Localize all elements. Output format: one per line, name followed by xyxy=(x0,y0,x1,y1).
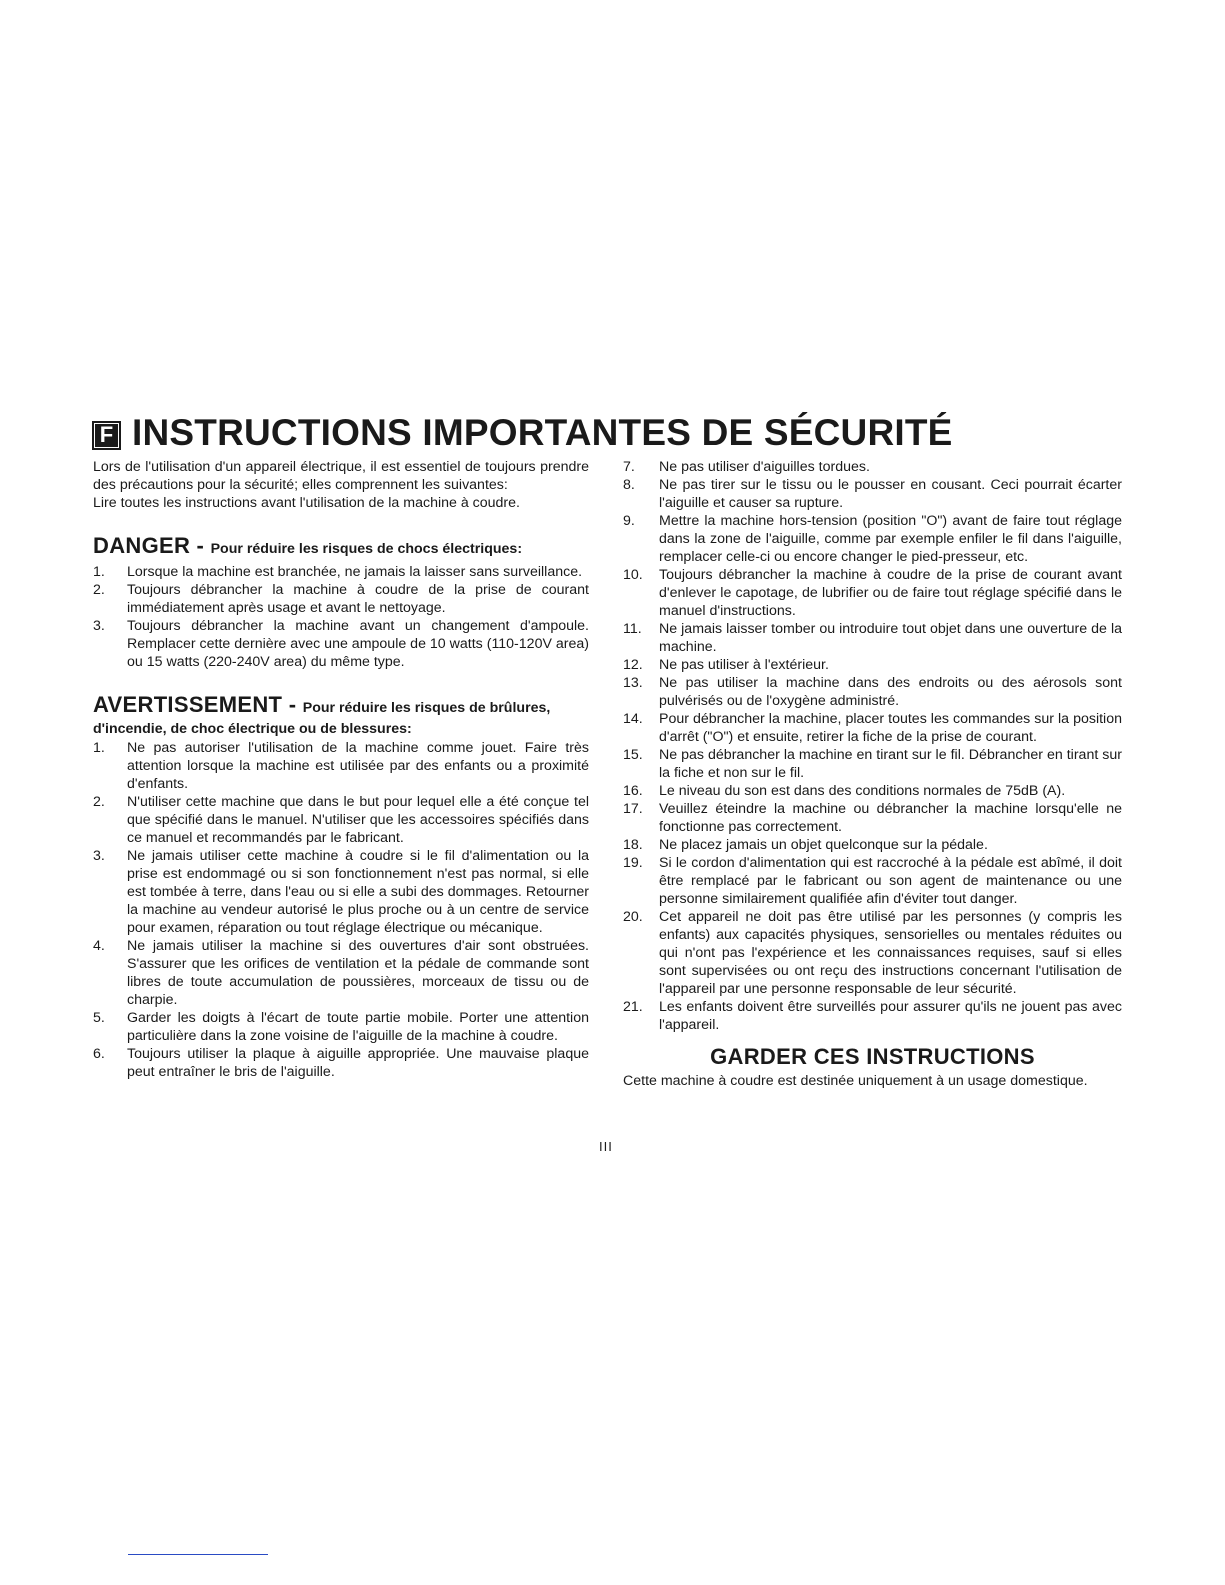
item-number: 5. xyxy=(93,1010,105,1026)
warning-subtitle: Pour réduire les risques de brûlures, xyxy=(302,700,551,716)
warning-heading xyxy=(93,693,589,720)
warning-subtitle-continued: d'incendie, de choc électrique ou de blessures: xyxy=(93,721,412,737)
item-number: 1. xyxy=(93,564,105,580)
item-text: Les enfants doivent être surveillés pour assurer qu'ils ne jouent pas avec l'appareil. xyxy=(659,999,1122,1033)
item-text: Toujours débrancher la machine à coudre de la prise de courant immédiatement après usage et avant le nettoyage. xyxy=(127,582,589,616)
list-item xyxy=(93,1045,589,1081)
list-item xyxy=(623,458,1122,476)
list-item xyxy=(93,563,589,581)
language-badge: F xyxy=(92,421,121,450)
list-item xyxy=(93,581,589,617)
list-item xyxy=(93,847,589,937)
list-item xyxy=(93,617,589,671)
list-item xyxy=(623,908,1122,998)
list-item xyxy=(93,739,589,793)
item-number: 17. xyxy=(623,801,643,817)
page-title: INSTRUCTIONS IMPORTANTES DE SÉCURITÉ xyxy=(132,412,953,453)
list-item xyxy=(623,998,1122,1034)
list-item xyxy=(93,937,589,1009)
warning-list-continued xyxy=(623,458,1122,1034)
item-number: 14. xyxy=(623,711,643,727)
item-text: Lorsque la machine est branchée, ne jamais la laisser sans surveillance. xyxy=(127,564,583,580)
item-number: 7. xyxy=(623,459,635,475)
domestic-use-note: Cette machine à coudre est destinée uniquement à un usage domestique. xyxy=(623,1073,1088,1089)
item-number: 18. xyxy=(623,837,643,853)
footer-rule xyxy=(128,1554,268,1555)
item-text: Ne jamais utiliser cette machine à coudre si le fil d'alimentation ou la prise est endommagé ou si son fonctionnement n'est pas normal, si elle est tombée à terre, dans l'eau ou si elle a subi des dommages. Retourner la machine au vendeur autorisé le plus proche ou à un centre de service pour examen, réparation ou tout réglage électrique ou mécanique. xyxy=(127,848,589,936)
item-text: Ne jamais utiliser la machine si des ouvertures d'air sont obstruées. S'assurer que les orifices de ventilation et la pédale de commande sont libres de toute accumulation de poussières, morceaux de tissu ou de charpie. xyxy=(127,938,589,1008)
item-number: 9. xyxy=(623,513,635,529)
danger-dash: - xyxy=(190,533,211,558)
item-text: Mettre la machine hors-tension (position "O") avant de faire tout réglage dans la zone de l'aiguille, comme par exemple enfiler le fil dans l'aiguille, remplacer celle-ci ou encore changer le pied-presseur, etc. xyxy=(659,513,1122,565)
item-text: Ne placez jamais un objet quelconque sur la pédale. xyxy=(659,837,988,853)
left-column xyxy=(93,458,589,1081)
item-number: 1. xyxy=(93,740,105,756)
item-text: Ne pas autoriser l'utilisation de la machine comme jouet. Faire très attention lorsque la machine est utilisée par des enfants ou a proximité d'enfants. xyxy=(127,740,589,792)
list-item xyxy=(623,674,1122,710)
item-text: Toujours utiliser la plaque à aiguille appropriée. Une mauvaise plaque peut entraîner le bris de l'aiguille. xyxy=(127,1046,589,1080)
item-number: 19. xyxy=(623,855,643,871)
item-number: 2. xyxy=(93,582,105,598)
item-text: N'utiliser cette machine que dans le but pour lequel elle a été conçue tel que spécifié dans le manuel. N'utiliser que les accessoires spécifiés dans ce manuel et recommandés par le fabricant. xyxy=(127,794,589,846)
keep-instructions-heading: GARDER CES INSTRUCTIONS xyxy=(710,1044,1035,1069)
right-column xyxy=(623,458,1122,1090)
list-item xyxy=(623,566,1122,620)
item-text: Ne pas utiliser à l'extérieur. xyxy=(659,657,829,673)
item-number: 4. xyxy=(93,938,105,954)
item-text: Si le cordon d'alimentation qui est raccroché à la pédale est abîmé, il doit être remplacé par le fabricant ou son agent de maintenance ou une personne similairement qualifiée afin d'éviter tout danger. xyxy=(659,855,1122,907)
list-item xyxy=(623,476,1122,512)
item-text: Veuillez éteindre la machine ou débrancher la machine lorsqu'elle ne fonctionne pas correctement. xyxy=(659,801,1122,835)
item-text: Ne pas tirer sur le tissu ou le pousser en cousant. Ceci pourrait écarter l'aiguille et causer sa rupture. xyxy=(659,477,1122,511)
list-item xyxy=(623,782,1122,800)
item-number: 16. xyxy=(623,783,643,799)
list-item xyxy=(93,1009,589,1045)
warning-dash: - xyxy=(282,692,303,717)
list-item xyxy=(623,854,1122,908)
item-text: Ne pas utiliser la machine dans des endroits ou des aérosols sont pulvérisés ou de l'oxygène administré. xyxy=(659,675,1122,709)
item-number: 3. xyxy=(93,618,105,634)
danger-heading xyxy=(93,534,589,561)
item-number: 12. xyxy=(623,657,643,673)
list-item xyxy=(623,746,1122,782)
item-text: Pour débrancher la machine, placer toutes les commandes sur la position d'arrêt ("O") et ensuite, retirer la fiche de la prise de courant. xyxy=(659,711,1122,745)
item-text: Cet appareil ne doit pas être utilisé par les personnes (y compris les enfants) aux capacités physiques, sensorielles ou mentales réduites ou qui n'ont pas l'expérience et les connaissances requises, sauf si elles sont supervisées ou ont reçu des instructions concernant l'utilisation de l'appareil par une personne responsable de leur sécurité. xyxy=(659,909,1122,997)
item-number: 11. xyxy=(623,621,642,637)
item-number: 3. xyxy=(93,848,105,864)
list-item xyxy=(623,656,1122,674)
list-item xyxy=(93,793,589,847)
danger-list xyxy=(93,563,589,671)
item-number: 21. xyxy=(623,999,643,1015)
item-number: 15. xyxy=(623,747,643,763)
list-item xyxy=(623,836,1122,854)
danger-subtitle: Pour réduire les risques de chocs électriques: xyxy=(210,541,523,557)
intro-read-instructions: Lire toutes les instructions avant l'utilisation de la machine à coudre. xyxy=(93,495,520,511)
item-text: Ne pas débrancher la machine en tirant sur le fil. Débrancher en tirant sur la fiche et non sur le fil. xyxy=(659,747,1122,781)
danger-title: DANGER xyxy=(93,533,191,558)
item-number: 10. xyxy=(623,567,643,583)
intro-paragraph: Lors de l'utilisation d'un appareil électrique, il est essentiel de toujours prendre des précautions pour la sécurité; elles comprennent les suivantes: xyxy=(93,459,589,493)
list-item xyxy=(623,800,1122,836)
page-number: III xyxy=(599,1139,613,1154)
list-item xyxy=(623,620,1122,656)
item-text: Ne pas utiliser d'aiguilles tordues. xyxy=(659,459,870,475)
item-text: Toujours débrancher la machine avant un changement d'ampoule. Remplacer cette dernière avec une ampoule de 10 watts (110-120V area) ou 15 watts (220-240V area) du même type. xyxy=(127,618,589,670)
item-number: 6. xyxy=(93,1046,105,1062)
warning-title: AVERTISSEMENT xyxy=(93,692,283,717)
item-text: Ne jamais laisser tomber ou introduire tout objet dans une ouverture de la machine. xyxy=(659,621,1122,655)
item-text: Toujours débrancher la machine à coudre de la prise de courant avant d'enlever le capotage, de lubrifier ou de faire tout réglage spécifié dans le manuel d'instructions. xyxy=(659,567,1122,619)
item-number: 13. xyxy=(623,675,643,691)
item-text: Le niveau du son est dans des conditions normales de 75dB (A). xyxy=(659,783,1066,799)
item-number: 8. xyxy=(623,477,635,493)
list-item xyxy=(623,512,1122,566)
warning-list xyxy=(93,739,589,1081)
list-item xyxy=(623,710,1122,746)
item-text: Garder les doigts à l'écart de toute partie mobile. Porter une attention particulière dans la zone voisine de l'aiguille de la machine à coudre. xyxy=(127,1010,589,1044)
item-number: 20. xyxy=(623,909,643,925)
page-heading xyxy=(92,412,953,454)
item-number: 2. xyxy=(93,794,105,810)
